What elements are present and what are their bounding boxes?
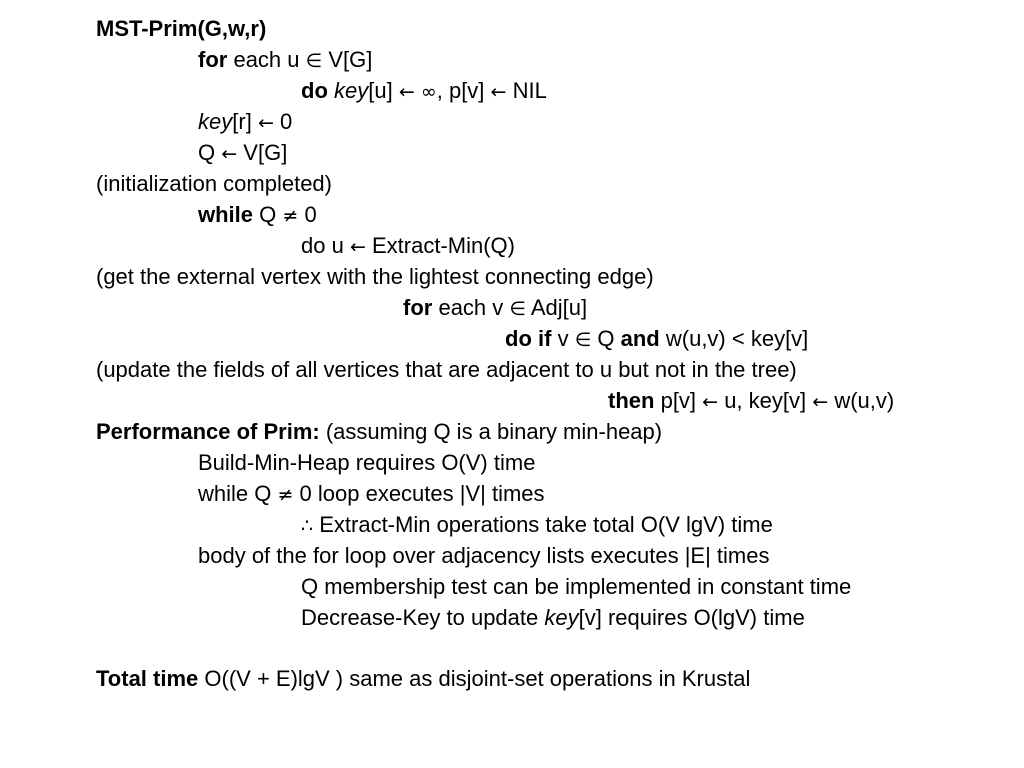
pv-text: , p[v]	[436, 78, 485, 103]
if-condition-line	[505, 326, 808, 353]
then-mid: u, key[v]	[724, 388, 807, 413]
external-vertex-comment: (get the external vertex with the lightest connecting edge)	[96, 264, 654, 289]
decrease-suffix: [v] requires O(lgV) time	[578, 605, 805, 630]
q-text: Q	[198, 140, 216, 165]
nil-text: NIL	[512, 78, 547, 103]
while-suffix: 0 loop executes |V| times	[299, 481, 545, 506]
assign-arrow: ←	[257, 112, 274, 134]
then-keyword: then	[608, 388, 655, 413]
assign-arrow: ←	[812, 391, 829, 413]
total-time-text: O((V + E)lgV ) same as disjoint-set operations in Krustal	[204, 666, 751, 691]
performance-heading	[96, 419, 662, 445]
assign-arrow: ←	[398, 81, 415, 103]
assign-arrow: ←	[490, 81, 507, 103]
vg-text: V[G]	[243, 140, 288, 165]
not-equal-symbol: ≠	[277, 484, 294, 506]
body-loop-line: body of the for loop over adjacency lists executes |E| times	[198, 543, 770, 568]
element-of-symbol: ∈	[574, 329, 592, 351]
key-word: key	[334, 78, 369, 103]
key-word: key	[198, 109, 233, 134]
and-keyword: and	[620, 326, 660, 351]
assign-arrow: ←	[221, 143, 238, 165]
for-each-v-line	[403, 295, 587, 322]
then-w: w(u,v)	[834, 388, 895, 413]
extract-total-line	[301, 512, 773, 539]
decrease-prefix: Decrease-Key to update	[301, 605, 539, 630]
v-text: v	[557, 326, 569, 351]
for-keyword: for	[403, 295, 433, 320]
zero-value: 0	[304, 202, 317, 227]
performance-assumption: (assuming Q is a binary min-heap)	[325, 419, 663, 444]
then-pv: p[v]	[660, 388, 697, 413]
update-comment: (update the fields of all vertices that are adjacent to u but not in the tree)	[96, 357, 797, 382]
adj-u-text: Adj[u]	[530, 295, 588, 320]
extract-total-text: Extract-Min operations take total O(V lgV) time	[319, 512, 773, 537]
decrease-key-word: key	[544, 605, 579, 630]
performance-title: Performance of Prim:	[96, 419, 320, 444]
weight-condition: w(u,v) < key[v]	[665, 326, 809, 351]
for-keyword: for	[198, 47, 228, 72]
extract-min-text: Extract-Min(Q)	[372, 233, 515, 258]
while-keyword: while	[198, 202, 254, 227]
key-r-line	[198, 109, 292, 136]
assign-arrow: ←	[702, 391, 719, 413]
for-each-u-line	[198, 47, 372, 74]
not-equal-symbol: ≠	[282, 205, 299, 227]
algorithm-header: MST-Prim(G,w,r)	[96, 16, 267, 41]
assign-arrow: ←	[349, 236, 366, 258]
while-line	[198, 202, 317, 229]
do-keyword: do	[301, 78, 328, 103]
while-prefix: while Q	[198, 481, 272, 506]
total-time-label: Total time	[96, 666, 199, 691]
build-heap-line: Build-Min-Heap requires O(V) time	[198, 450, 536, 475]
q-init-line	[198, 140, 287, 167]
each-v-text: each v	[438, 295, 504, 320]
infinity-symbol: ∞	[420, 81, 437, 103]
element-of-symbol: ∈	[305, 50, 323, 72]
q-text: Q	[597, 326, 615, 351]
init-key-line	[301, 78, 547, 105]
vertex-set: V[G]	[328, 47, 373, 72]
then-line	[608, 388, 894, 415]
init-comment: (initialization completed)	[96, 171, 332, 196]
membership-line: Q membership test can be implemented in constant time	[301, 574, 852, 599]
do-u-text: do u	[301, 233, 344, 258]
zero-value: 0	[279, 109, 293, 134]
do-if-keyword: do if	[505, 326, 552, 351]
while-loop-line	[198, 481, 545, 508]
key-r: [r]	[232, 109, 252, 134]
decrease-key-line	[301, 605, 805, 631]
for-text: each u	[233, 47, 300, 72]
extract-line	[301, 233, 515, 260]
total-time-line	[96, 666, 750, 692]
while-q: Q	[259, 202, 277, 227]
therefore-symbol: ∴	[301, 515, 314, 537]
key-u: [u]	[368, 78, 393, 103]
element-of-symbol: ∈	[509, 298, 526, 320]
